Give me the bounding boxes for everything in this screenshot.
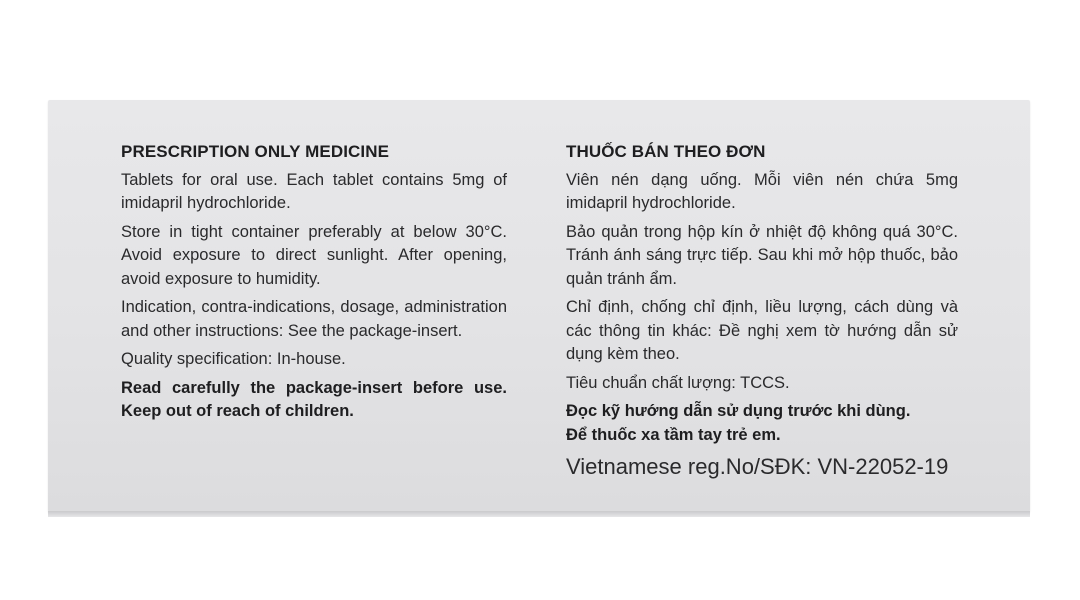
vietnamese-instructions: Chỉ định, chống chỉ định, liều lượng, cách dùng và các thông tin khác: Đề nghị xem tờ hướng dẫn sử dụng kèm theo. [566,298,958,363]
vietnamese-warning-line-2: Để thuốc xa tầm tay trẻ em. [566,425,781,444]
vietnamese-storage: Bảo quản trong hộp kín ở nhiệt độ không quá 30°C. Tránh ánh sáng trực tiếp. Sau khi mở hộp thuốc, bảo quản tránh ẩm. [566,222,958,288]
vietnamese-warning-line-1: Đọc kỹ hướng dẫn sử dụng trước khi dùng. [566,402,911,420]
vietnamese-composition: Viên nén dạng uống. Mỗi viên nén chứa 5mg imidapril hydrochloride. [566,170,958,212]
english-warning: Read carefully the package-insert before use. Keep out of reach of children. [121,378,507,420]
english-storage: Store in tight container preferably at below 30°C. Avoid exposure to direct sunlight. After opening, avoid exposure to humidity. [121,222,507,288]
registration-number: Vietnamese reg.No/SĐK: VN-22052-19 [566,454,949,479]
vietnamese-label-column [566,140,958,487]
english-composition: Tablets for oral use. Each tablet contains 5mg of imidapril hydrochloride. [121,170,507,212]
vietnamese-quality: Tiêu chuẩn chất lượng: TCCS. [566,373,790,392]
box-bottom-edge [48,511,1030,517]
english-instructions: Indication, contra-indications, dosage, administration and other instructions: See the package-insert. [121,298,507,340]
vietnamese-heading: THUỐC BÁN THEO ĐƠN [566,142,766,161]
english-heading: PRESCRIPTION ONLY MEDICINE [121,142,390,161]
english-quality: Quality specification: In-house. [121,350,346,368]
english-label-column [121,140,507,429]
